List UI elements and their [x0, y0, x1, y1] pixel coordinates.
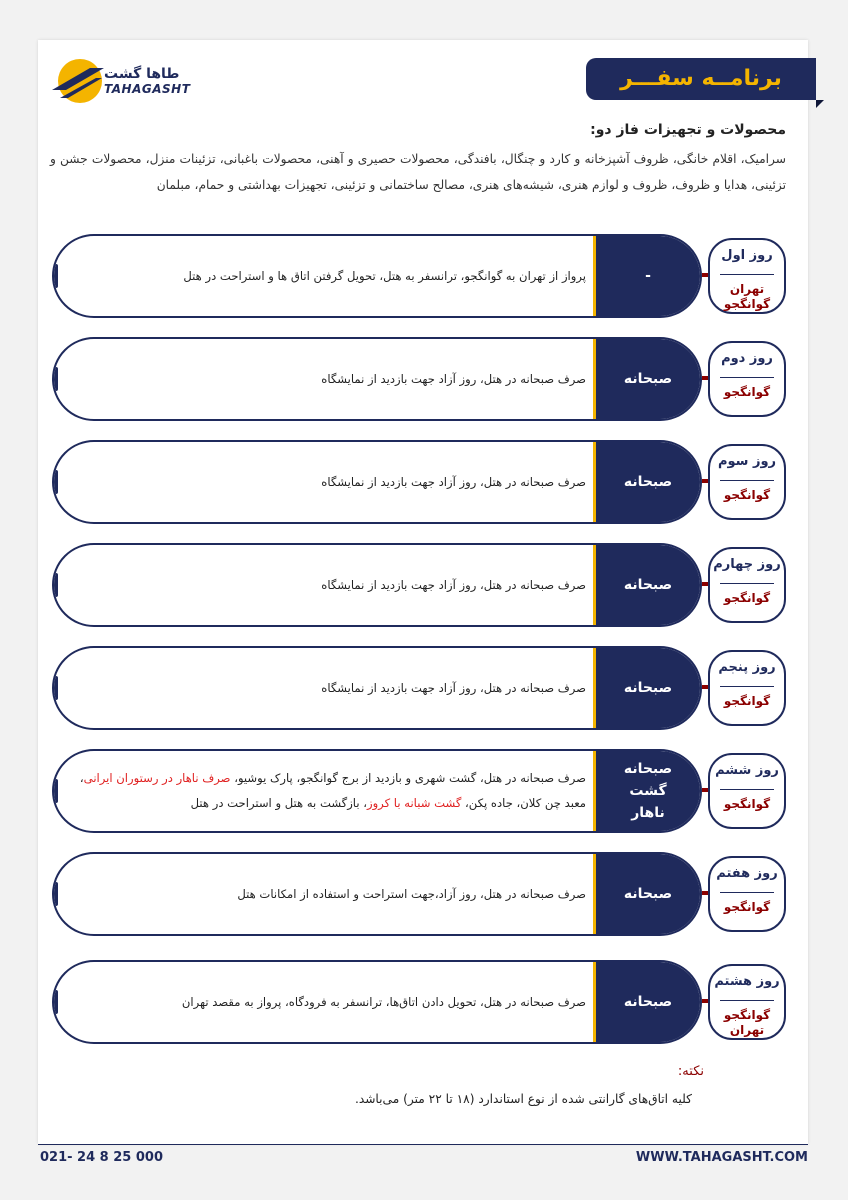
pill-tab — [52, 779, 58, 803]
itinerary-row — [52, 749, 800, 833]
section-title: محصولات و تجهیزات فاز دو: — [590, 122, 786, 138]
pill-tab — [52, 990, 58, 1014]
activity-pill — [52, 749, 702, 833]
day-badge — [708, 547, 786, 623]
footer-divider — [38, 1144, 808, 1145]
day-label: روز سوم — [717, 454, 777, 469]
pill-tab — [52, 573, 58, 597]
day-label: روز هفتم — [716, 866, 778, 881]
meal-text: صبحانه — [623, 577, 673, 593]
meal-label — [593, 854, 700, 934]
itinerary-row — [52, 440, 800, 524]
day-badge — [708, 341, 786, 417]
day-badge — [708, 650, 786, 726]
page-title: برنامــه سفـــر — [620, 66, 782, 91]
day-label: روز هشتم — [714, 974, 780, 989]
logo-emblem-icon — [50, 56, 106, 106]
activity-pill — [52, 337, 702, 421]
activity-pill — [52, 960, 702, 1044]
desc-text: صرف صبحانه در هتل، روز آزاد جهت بازدید از نمایشگاه — [321, 680, 586, 695]
logo-english-text: TAHAGASHT — [104, 82, 191, 96]
meal-label — [593, 648, 700, 728]
day-divider — [720, 377, 774, 378]
meal-label — [593, 442, 700, 522]
day-city: تهران گوانگجو — [723, 282, 771, 311]
day-city: گوانگجو تهران — [723, 1008, 771, 1037]
activity-description — [66, 545, 586, 625]
meal-label — [593, 962, 700, 1042]
activity-description — [66, 962, 586, 1042]
activity-pill — [52, 440, 702, 524]
section-body: سرامیک، اقلام خانگی، ظروف آشپزخانه و کارد و چنگال، بافندگی، محصولات حصیری و آهنی، محصولات باغبانی، تزئینات منزل، محصولات جشن و تزئینی، هدایا و ظروف، ظروف و لوازم هنری، شیشه‌های هنری، مصالح ساختمانی و تزئینی، تجهیزات بهداشتی و حمام، مبلمان — [50, 152, 786, 192]
itinerary-row — [52, 234, 800, 318]
meal-text: - — [645, 268, 651, 284]
day-label: روز ششم — [715, 763, 779, 778]
day-divider — [720, 789, 774, 790]
day-divider — [720, 274, 774, 275]
meal-text: صبحانه — [623, 994, 673, 1010]
day-label: روز پنجم — [718, 660, 776, 675]
activity-pill — [52, 646, 702, 730]
activity-description — [66, 751, 586, 831]
day-divider — [720, 480, 774, 481]
day-city: گوانگجو — [723, 797, 771, 811]
itinerary-row — [52, 852, 800, 936]
tahagasht-logo — [50, 56, 190, 106]
highlight-text: صرف ناهار در رستوران ایرانی — [83, 771, 231, 785]
title-banner — [586, 58, 816, 100]
desc-text: صرف صبحانه در هتل، روز آزاد،جهت استراحت و استفاده از امکانات هتل — [237, 886, 586, 901]
desc-text: پرواز از تهران به گوانگجو، ترانسفر به هتل، تحویل گرفتن اتاق ها و استراحت در هتل — [183, 268, 586, 283]
day-divider — [720, 892, 774, 893]
footer-website-link[interactable]: WWW.TAHAGASHT.COM — [635, 1150, 808, 1165]
desc-text: ، معبد چن کلان، جاده پکن، — [79, 771, 586, 810]
activity-description — [66, 236, 586, 316]
meal-label — [593, 751, 700, 831]
meal-text: صبحانه — [623, 886, 673, 902]
meal-text: صبحانه — [623, 474, 673, 490]
pill-tab — [52, 676, 58, 700]
note-title: نکته: — [677, 1064, 704, 1079]
pill-tab — [52, 470, 58, 494]
day-badge — [708, 753, 786, 829]
logo-persian-text: طاها گشت — [104, 66, 180, 82]
activity-description — [66, 442, 586, 522]
day-badge — [708, 964, 786, 1040]
itinerary-row — [52, 646, 800, 730]
pill-tab — [52, 264, 58, 288]
activity-description — [66, 648, 586, 728]
activity-pill — [52, 852, 702, 936]
desc-text: صرف صبحانه در هتل، روز آزاد جهت بازدید از نمایشگاه — [321, 371, 586, 386]
itinerary-sheet — [38, 40, 808, 1144]
desc-text: صرف صبحانه در هتل، تحویل دادن اتاق‌ها، ترانسفر به فرودگاه، پرواز به مقصد تهران — [181, 994, 586, 1009]
day-city: گوانگجو — [723, 900, 771, 914]
day-city: گوانگجو — [723, 488, 771, 502]
desc-text: صرف صبحانه در هتل، روز آزاد جهت بازدید از نمایشگاه — [321, 474, 586, 489]
meal-label — [593, 339, 700, 419]
activity-description — [66, 339, 586, 419]
day-city: گوانگجو — [723, 385, 771, 399]
meal-text: صبحانه — [623, 371, 673, 387]
itinerary-row — [52, 543, 800, 627]
day-label: روز اول — [721, 248, 773, 263]
desc-text: صرف صبحانه در هتل، روز آزاد جهت بازدید از نمایشگاه — [321, 577, 586, 592]
day-label: روز چهارم — [713, 557, 781, 572]
itinerary-row — [52, 960, 800, 1044]
meal-label — [593, 236, 700, 316]
activity-pill — [52, 234, 702, 318]
note-body: کلیه اتاق‌های گارانتی شده از نوع استاندارد (۱۸ تا ۲۲ متر) می‌باشد. — [354, 1092, 692, 1106]
desc-text: صرف صبحانه در هتل، گشت شهری و بازدید از برج گوانگجو، پارک یوشیو، — [230, 771, 586, 785]
activity-description — [66, 854, 586, 934]
pill-tab — [52, 367, 58, 391]
highlight-text: گشت شبانه با کروز — [366, 796, 462, 810]
meal-text: صبحانه گشت ناهار — [623, 761, 673, 821]
day-divider — [720, 583, 774, 584]
day-divider — [720, 686, 774, 687]
day-badge — [708, 856, 786, 932]
day-badge — [708, 444, 786, 520]
meal-label — [593, 545, 700, 625]
day-divider — [720, 1000, 774, 1001]
activity-pill — [52, 543, 702, 627]
banner-fold — [816, 100, 824, 108]
pill-tab — [52, 882, 58, 906]
day-label: روز دوم — [721, 351, 773, 366]
day-city: گوانگجو — [723, 694, 771, 708]
itinerary-row — [52, 337, 800, 421]
footer-phone: 021- 24 8 25 000 — [40, 1150, 163, 1165]
desc-text: ، بازگشت به هتل و استراحت در هتل — [190, 796, 367, 810]
day-badge — [708, 238, 786, 314]
day-city: گوانگجو — [723, 591, 771, 605]
meal-text: صبحانه — [623, 680, 673, 696]
